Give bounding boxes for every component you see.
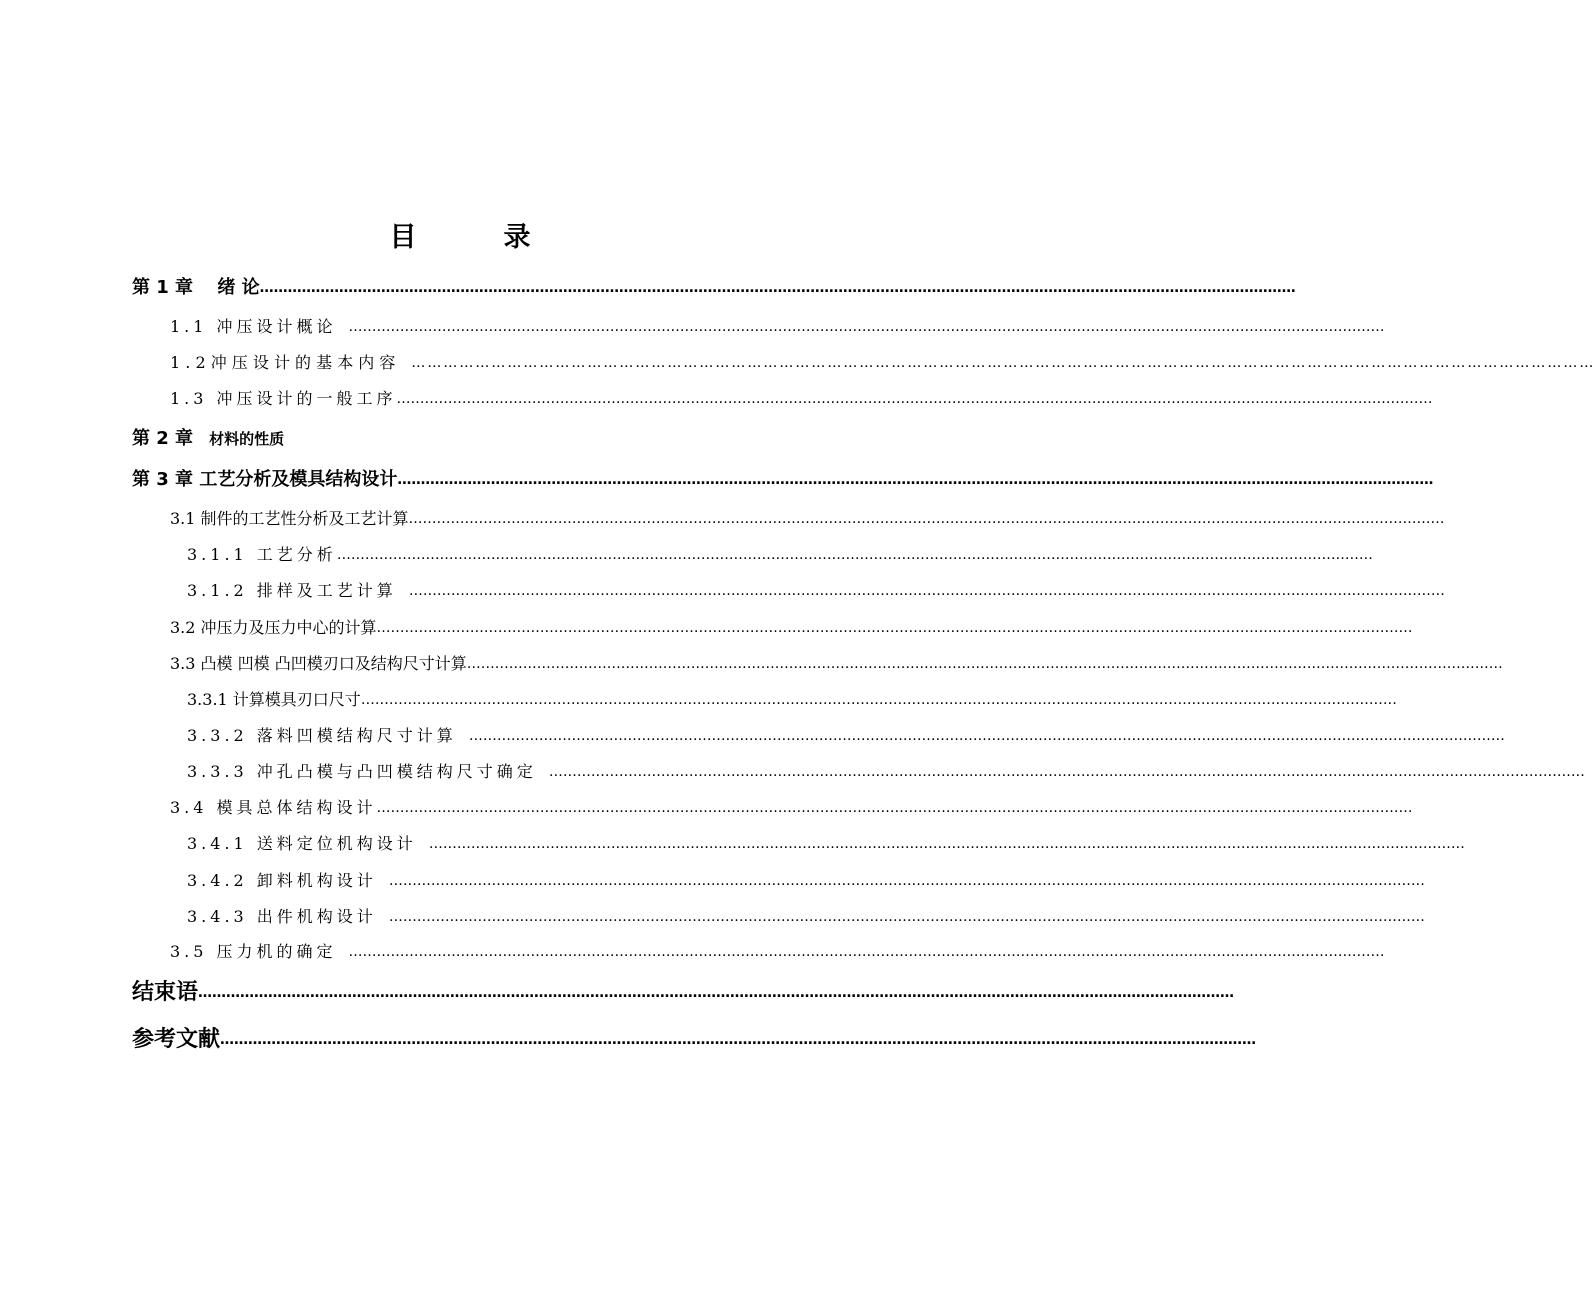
toc-leader-dots: …………………………………………………………………………………………………………………………………………………………………………………………………… [411, 355, 1595, 371]
toc-leader-dots: …………………………………………………………………………………………………………………………………………………………………………………………………… [376, 620, 1413, 636]
toc-leader-dots: …………………………………………………………………………………………………………………………………………………………………………………………………… [548, 764, 1585, 780]
toc-entry-label: 1.3 冲压设计的一般工序 [170, 389, 397, 408]
toc-leader-dots: …………………………………………………………………………………………………………………………………………………………………………………………………… [388, 909, 1425, 925]
toc-entry-3-1[interactable] [132, 507, 1445, 531]
toc-entry-3-5[interactable] [132, 940, 1385, 964]
toc-entry-label: 1 . 2 冲 压 设 计 的 基 本 内 容 [170, 353, 396, 372]
toc-entry-label: 3.1 制件的工艺性分析及工艺计算 [170, 509, 409, 528]
toc-entry-3-4[interactable] [132, 796, 1413, 820]
toc-entry-1-2[interactable] [132, 351, 1595, 375]
toc-leader-dots: …………………………………………………………………………………………………………………………………………………………………………………………………… [259, 280, 1296, 296]
toc-entry-1-3[interactable] [132, 387, 1433, 411]
toc-entry-label: 材料的性质 [209, 430, 285, 448]
toc-entry-chapter-3[interactable] [132, 468, 1434, 492]
toc-leader-dots: …………………………………………………………………………………………………………………………………………………………………………………………………… [360, 692, 1397, 708]
toc-entry-label: 3.1.1 工艺分析 [187, 545, 337, 564]
toc-entry-3-3-3[interactable] [132, 760, 1585, 784]
toc-entry-label: 3.5 压力机的确定 [170, 942, 337, 961]
toc-leader-dots: …………………………………………………………………………………………………………………………………………………………………………………………………… [468, 728, 1505, 744]
toc-entry-label: 3.4.2 卸料机构设计 [187, 871, 377, 890]
toc-entry-3-4-1[interactable] [132, 832, 1465, 856]
toc-entry-3-3[interactable] [132, 652, 1503, 676]
toc-entry-label: 3.3.2 落料凹模结构尺寸计算 [187, 726, 457, 745]
toc-entry-3-4-3[interactable] [132, 905, 1425, 929]
toc-entry-label: 1.1 冲压设计概论 [170, 317, 337, 336]
toc-entry-number: 第 2 章 [132, 428, 194, 449]
toc-leader-dots: …………………………………………………………………………………………………………………………………………………………………………………………………… [348, 319, 1385, 335]
toc-entry-chapter-2[interactable] [132, 427, 788, 451]
toc-leader-dots: …………………………………………………………………………………………………………………………………………………………………………………………………… [396, 391, 1433, 407]
toc-entry-references[interactable] [132, 1025, 1257, 1055]
toc-leader-dots: …………………………………………………………………………………………………………………………………………………………………………………………………… [376, 800, 1413, 816]
toc-entry-3-1-2[interactable] [132, 579, 1445, 603]
toc-leader-dots: …………………………………………………………………………………………………………………………………………………………………………………………………… [336, 547, 1373, 563]
toc-leader-dots: …………………………………………………………………………………………………………………………………………………………………………………………………… [466, 656, 1503, 672]
toc-entry-label: 3.4.1 送料定位机构设计 [187, 834, 417, 853]
toc-entry-label: 第 3 章 工艺分析及模具结构设计 [132, 469, 398, 490]
toc-entry-label: 3.3 凸模 凹模 凸凹模刃口及结构尺寸计算 [170, 654, 467, 673]
toc-entry-3-3-2[interactable] [132, 724, 1505, 748]
page-title: 目 录 [389, 222, 561, 253]
toc-entry-label: 第 1 章 绪 论 [132, 277, 260, 298]
toc-entry-conclusion[interactable] [132, 978, 1235, 1008]
toc-entry-label: 3.2 冲压力及压力中心的计算 [170, 618, 377, 637]
toc-entry-1-1[interactable] [132, 315, 1385, 339]
toc-leader-dots: …………………………………………………………………………………………………………………………………………………………………………………………………… [198, 985, 1235, 1001]
toc-entry-label: 参考文献 [132, 1027, 221, 1052]
toc-entry-label: 3.4.3 出件机构设计 [187, 907, 377, 926]
toc-leader-dots: …………………………………………………………………………………………………………………………………………………………………………………………………… [397, 472, 1434, 488]
toc-entry-label: 3.3.1 计算模具刃口尺寸 [187, 690, 361, 709]
toc-leader-dots: …………………………………………………………………………………………………………………………………………………………………………………………………… [408, 511, 1445, 527]
toc-entry-3-1-1[interactable] [132, 543, 1373, 567]
toc-leader-dots: …………………………………………………………………………………………………………………………………………………………………………………………………… [428, 836, 1465, 852]
toc-entry-label: 3.4 模具总体结构设计 [170, 798, 377, 817]
toc-entry-chapter-1[interactable] [132, 276, 1296, 300]
toc-leader-dots: …………………………………………………………………………………………………………………………………………………………………………………………………… [220, 1032, 1257, 1048]
toc-leader-dots: …………………………………………………………………………………………………………………………………………………………………………………………………… [388, 873, 1425, 889]
toc-entry-label: 结束语 [132, 980, 199, 1005]
toc-entry-label: 3.1.2 排样及工艺计算 [187, 581, 397, 600]
toc-entry-3-3-1[interactable] [132, 688, 1397, 712]
toc-leader-dots: …………………………………………………………………………………………………………………………………………………………………………………………………… [408, 583, 1445, 599]
toc-entry-3-4-2[interactable] [132, 869, 1425, 893]
toc-entry-3-2[interactable] [132, 616, 1413, 640]
toc-leader-dots: …………………………………………………………………………………………………………………………………………………………………………………………………… [348, 944, 1385, 960]
toc-entry-label: 3.3.3 冲孔凸模与凸凹模结构尺寸确定 [187, 762, 537, 781]
